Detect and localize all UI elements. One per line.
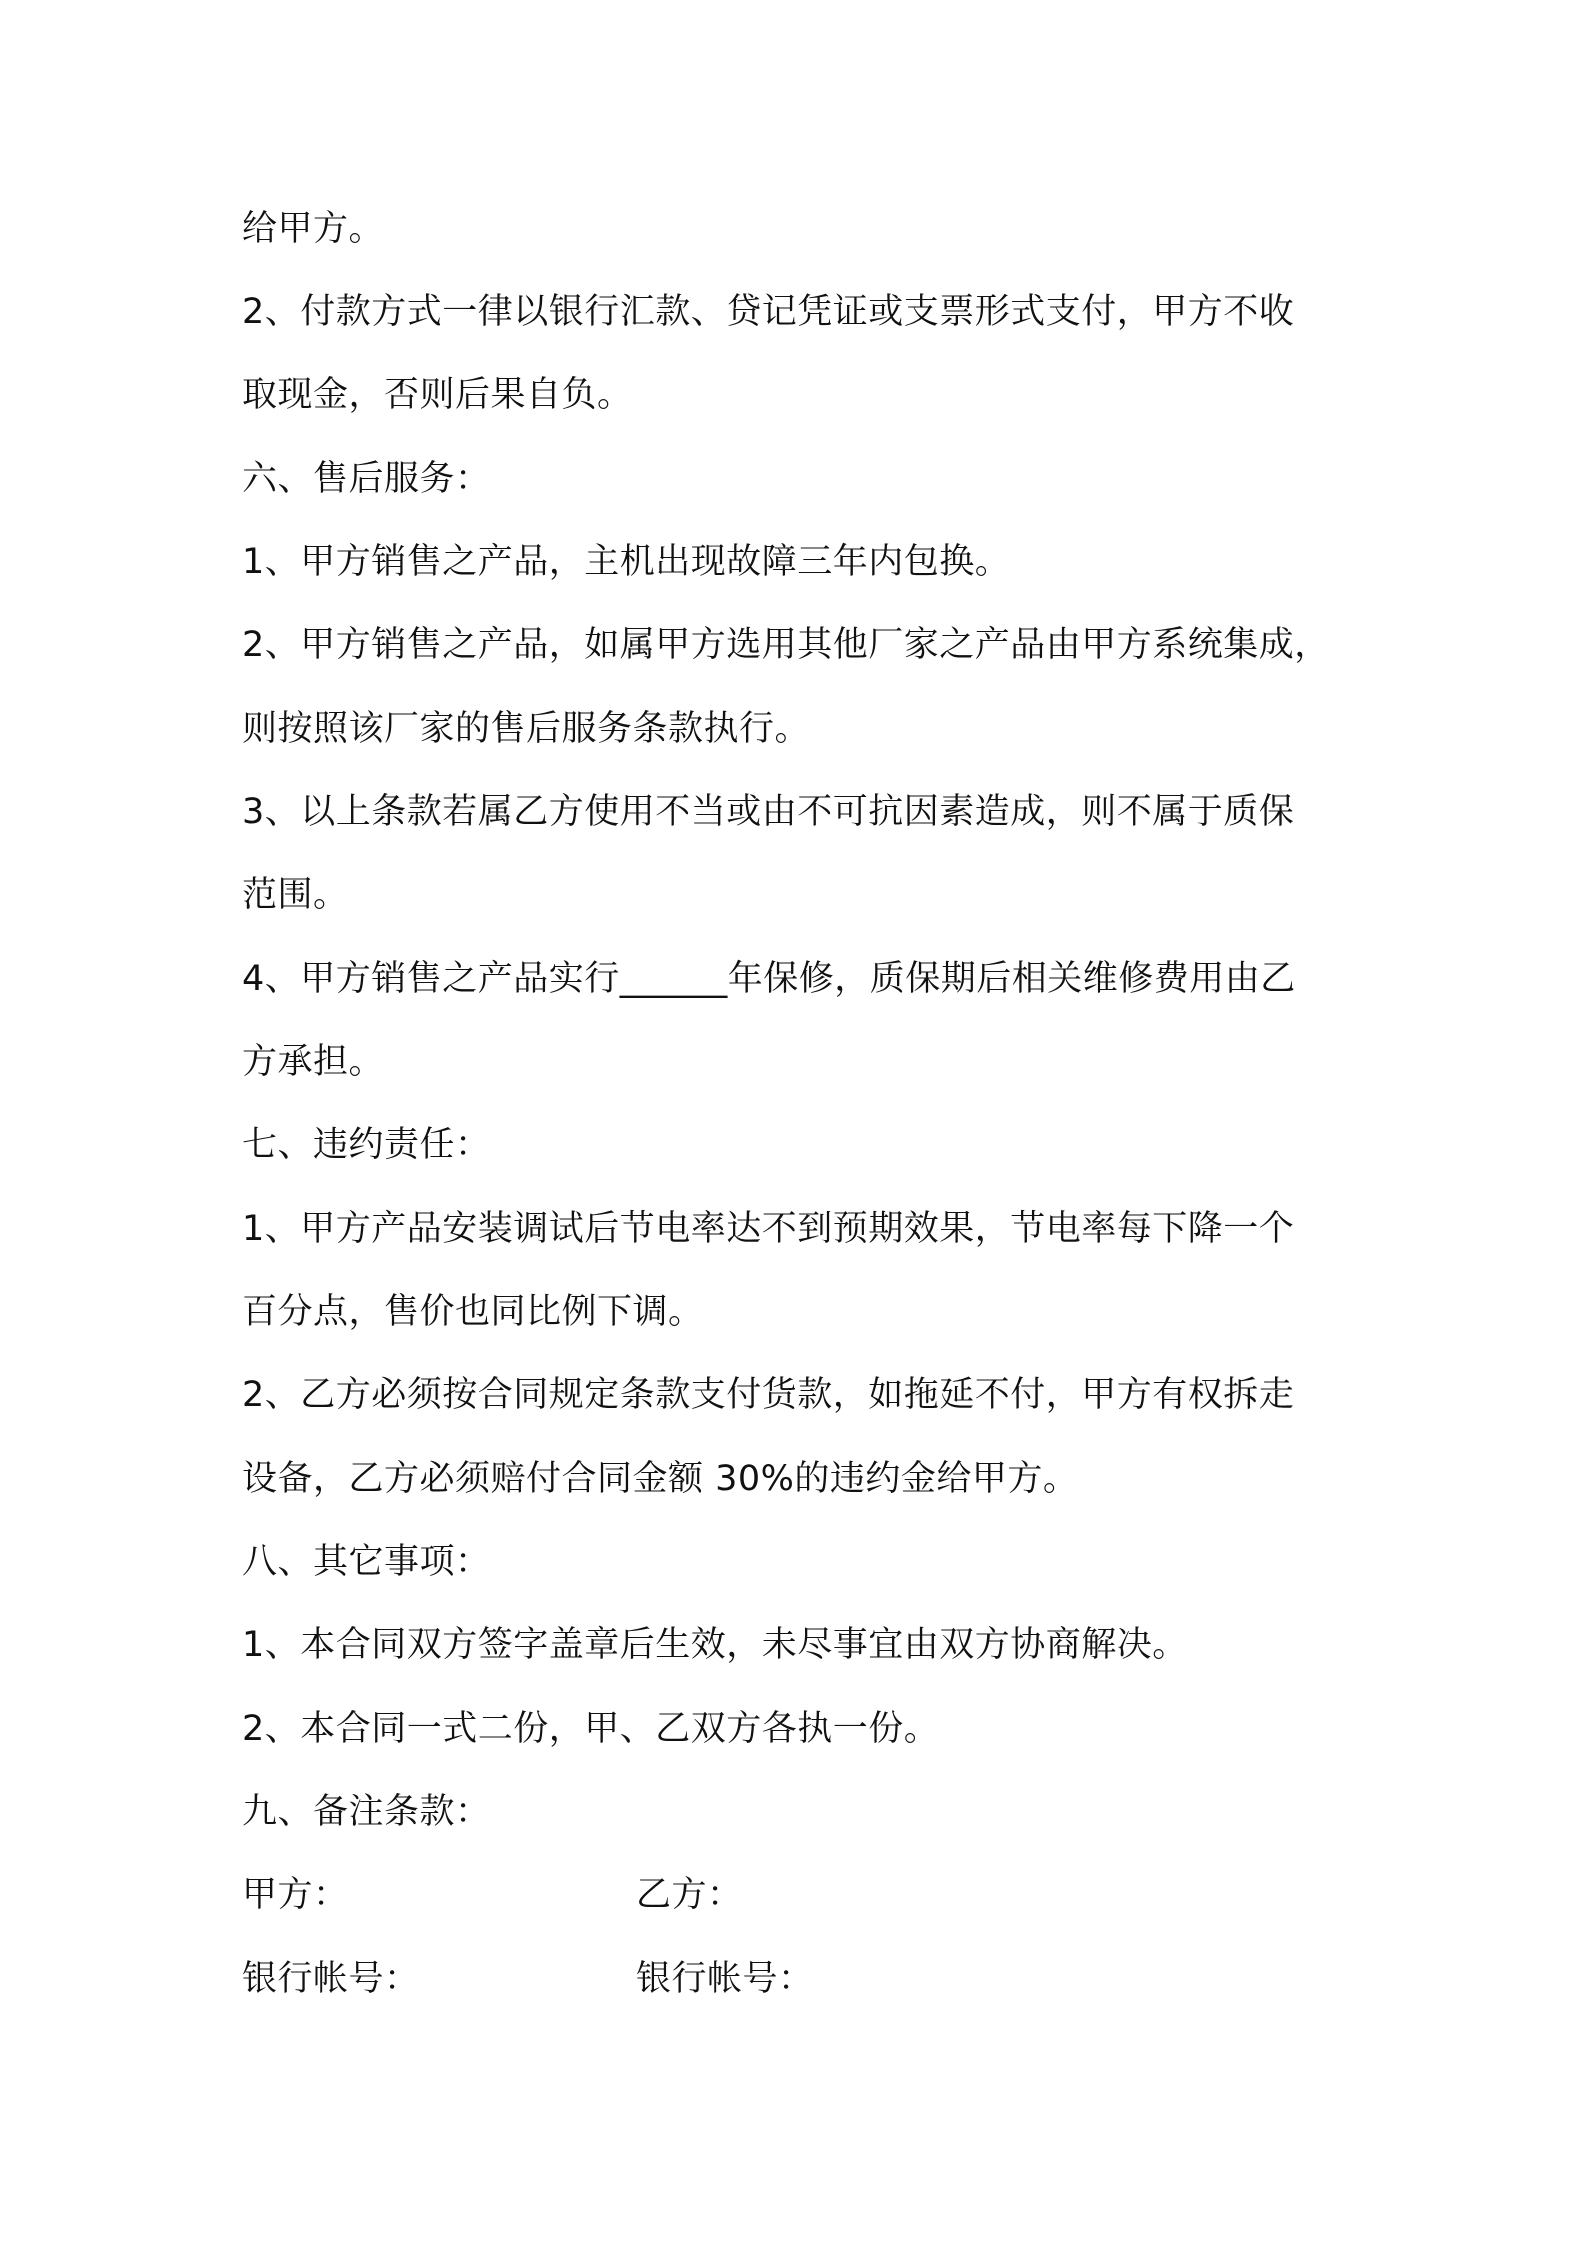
party-a-bank-label: 银行帐号： xyxy=(242,1959,420,1999)
text-line-18: 1、本合同双方签字盖章后生效，未尽事宜由双方协商解决。 xyxy=(242,1625,1188,1665)
text-line-10: 4、甲方销售之产品实行______年保修，质保期后相关维修费用由乙 xyxy=(242,959,1296,999)
text-line-13: 1、甲方产品安装调试后节电率达不到预期效果，节电率每下降一个 xyxy=(242,1209,1295,1249)
text-line-14: 百分点，售价也同比例下调。 xyxy=(242,1292,704,1332)
text-line-16: 设备，乙方必须赔付合同金额 30%的违约金给甲方。 xyxy=(242,1459,1079,1499)
section-heading-after-sales: 六、售后服务： xyxy=(242,459,491,499)
text-line-6: 2、甲方销售之产品，如属甲方选用其他厂家之产品由甲方系统集成， xyxy=(242,625,1330,665)
section-heading-other-matters: 八、其它事项： xyxy=(242,1542,491,1582)
party-b-label: 乙方： xyxy=(636,1875,743,1915)
section-heading-breach: 七、违约责任： xyxy=(242,1125,491,1165)
section-heading-remarks: 九、备注条款： xyxy=(242,1792,491,1832)
text-line-15: 2、乙方必须按合同规定条款支付货款，如拖延不付，甲方有权拆走 xyxy=(242,1375,1295,1415)
party-a-label: 甲方： xyxy=(242,1875,349,1915)
text-line-19: 2、本合同一式二份，甲、乙双方各执一份。 xyxy=(242,1709,940,1749)
text-line-11: 方承担。 xyxy=(242,1042,385,1082)
text-line-3: 取现金，否则后果自负。 xyxy=(242,375,633,415)
text-line-9: 范围。 xyxy=(242,875,349,915)
text-line-7: 则按照该厂家的售后服务条款执行。 xyxy=(242,709,811,749)
party-b-bank-label: 银行帐号： xyxy=(636,1959,814,1999)
text-line-2: 2、付款方式一律以银行汇款、贷记凭证或支票形式支付，甲方不收 xyxy=(242,292,1295,332)
text-line-5: 1、甲方销售之产品，主机出现故障三年内包换。 xyxy=(242,542,1011,582)
text-line-1: 给甲方。 xyxy=(242,209,385,249)
text-line-8: 3、以上条款若属乙方使用不当或由不可抗因素造成，则不属于质保 xyxy=(242,792,1295,832)
